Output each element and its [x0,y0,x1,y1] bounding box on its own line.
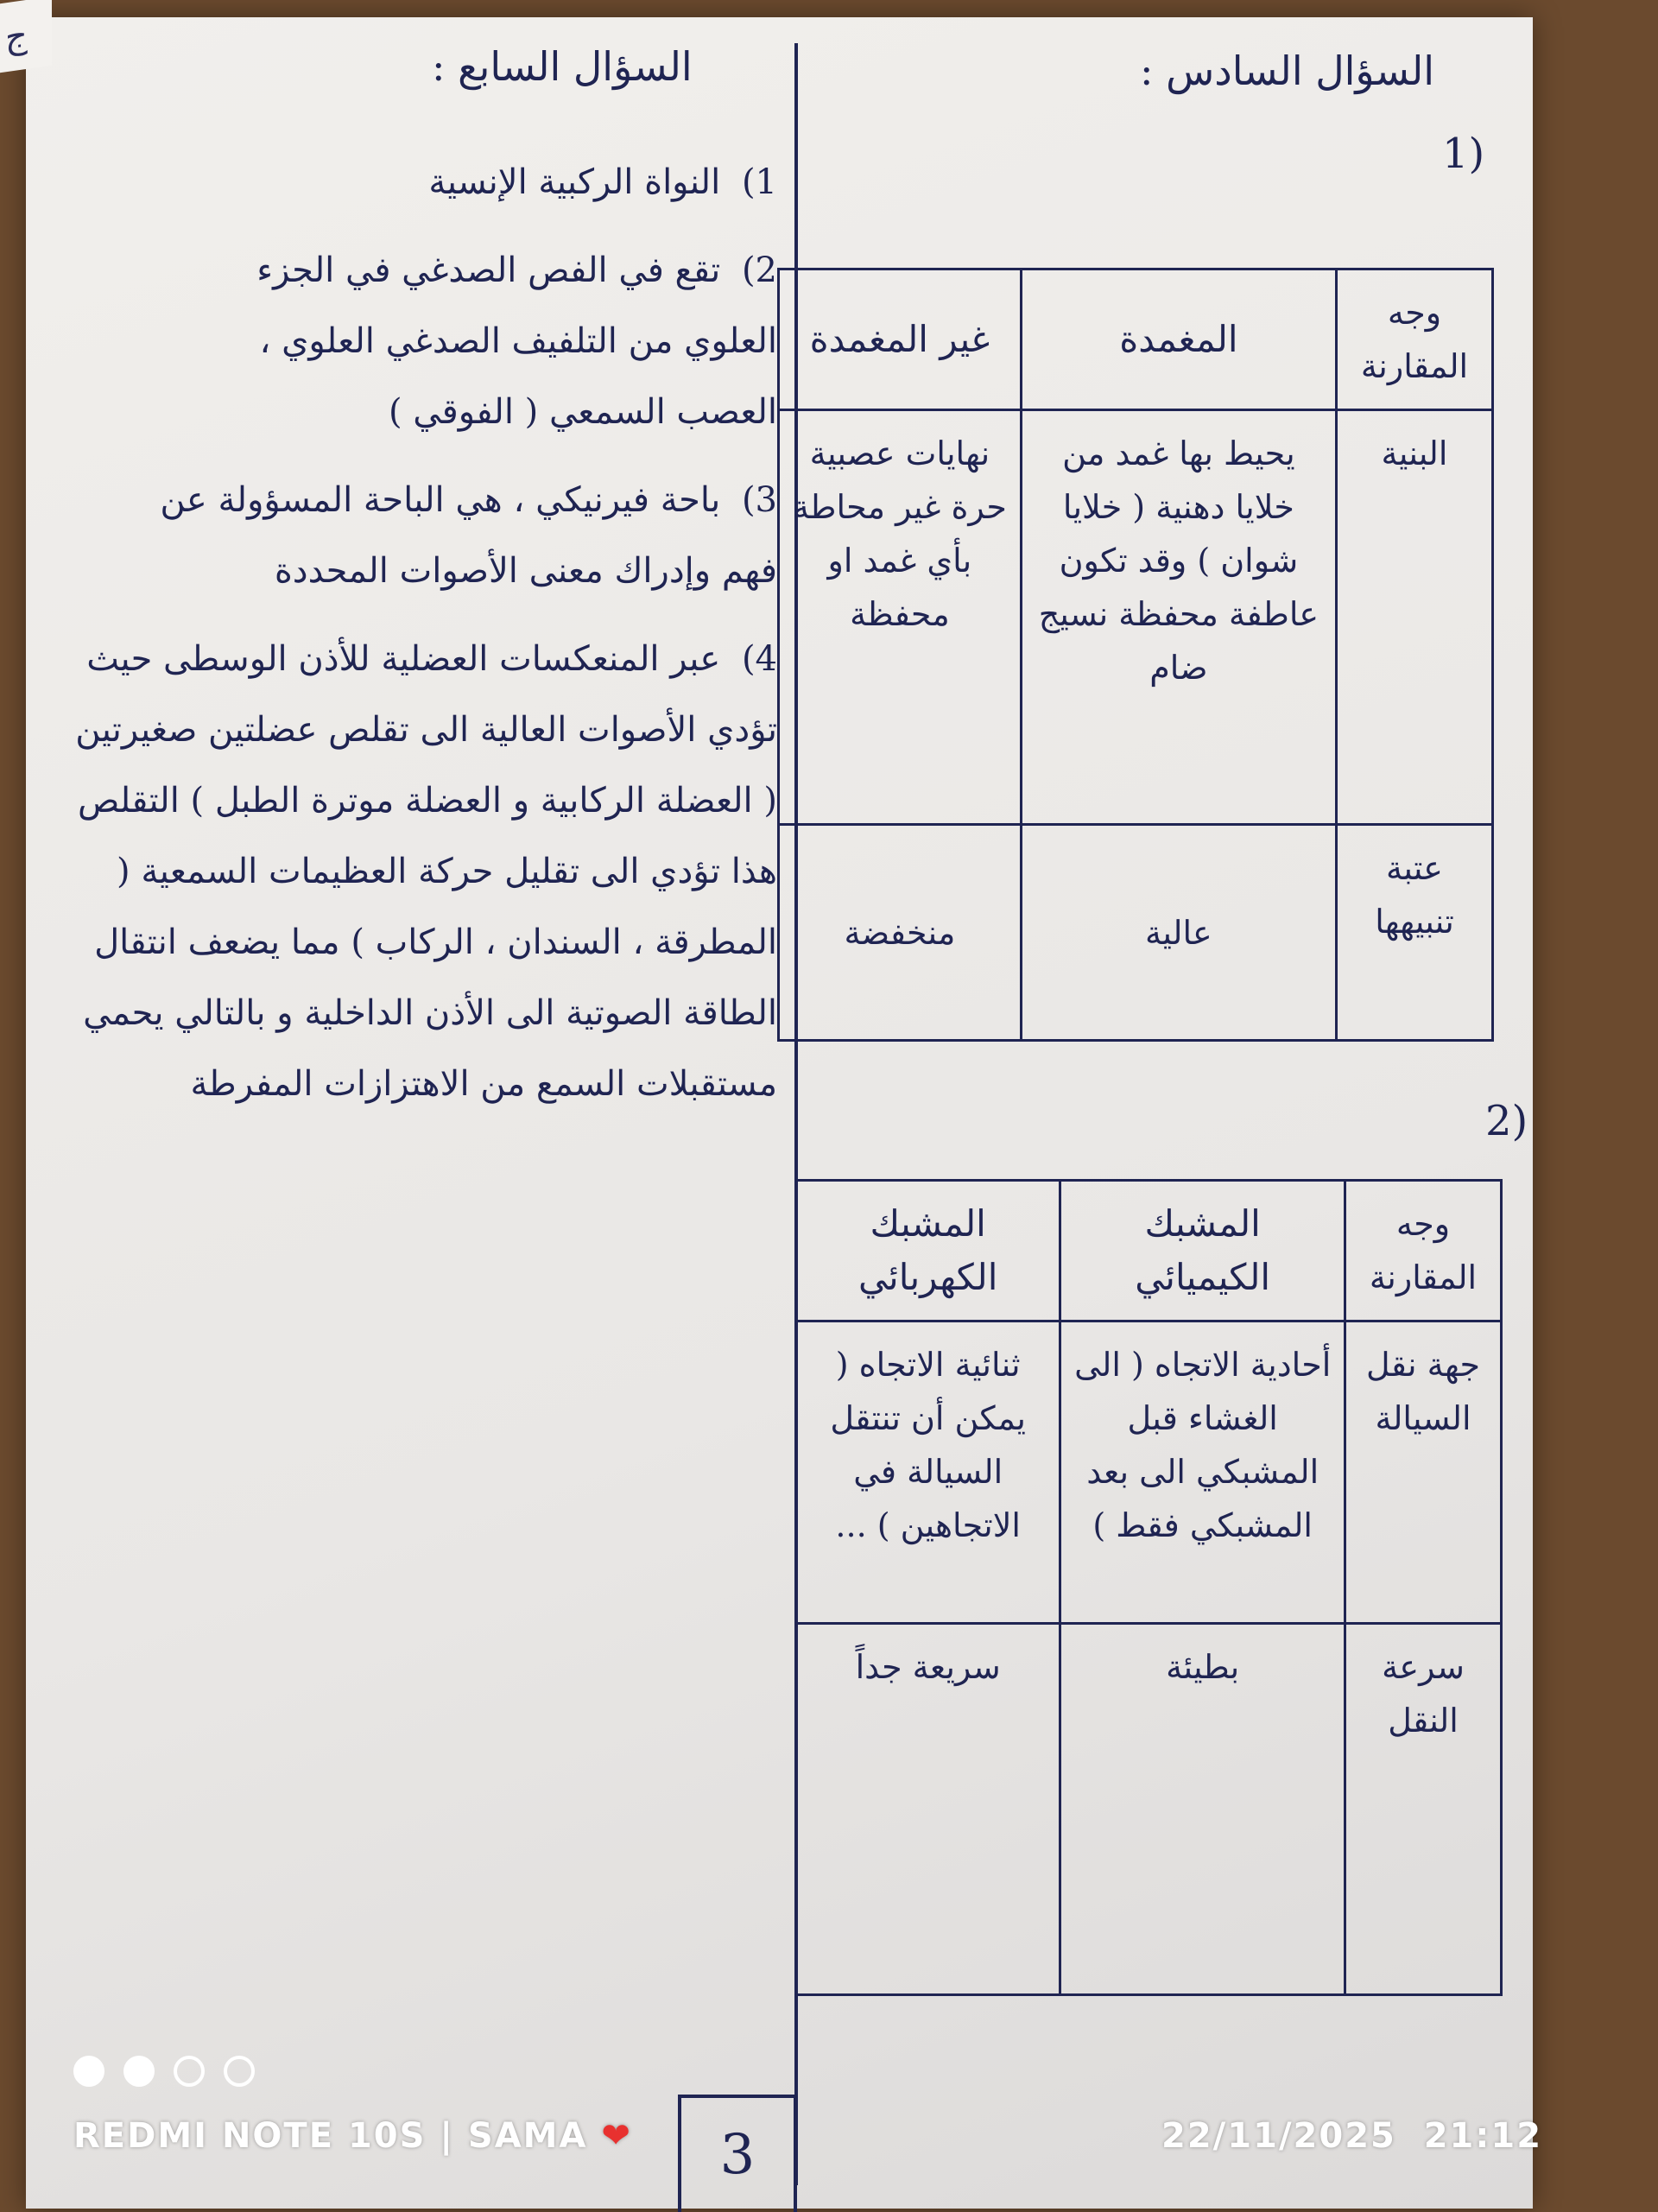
header-cell: وجه المقارنة [1345,1181,1502,1321]
corner-mark: ج [5,15,28,59]
corner-paper-scrap [0,0,52,73]
device-label [73,2116,632,2156]
dot-icon [73,2056,104,2087]
header-cell: وجه المقارنة [1337,269,1493,410]
paper-sheet [26,17,1533,2209]
table-cell: منخفضة [779,825,1022,1041]
answer-number: 1) [741,162,777,202]
answer-item [60,624,777,1119]
answer-number: 3) [741,480,777,520]
table-cell: يحيط بها غمد من خلايا دهنية ( خلايا شوان ) وقد تكون عاطفة محفظة نسيج ضام [1021,410,1336,825]
comparison-table-synapses [794,1179,1503,1996]
answer-item [320,147,777,218]
table-row [779,410,1493,825]
answer-text: النواة الركبية الإنسية [428,162,721,202]
part-2-label: 2) [1485,1097,1528,1145]
watermark-dots [73,2056,255,2087]
table-header-row [779,269,1493,410]
camera-watermark [0,2038,1658,2209]
table-cell: نهايات عصبية حرة غير محاطة بأي غمد او محفظة [779,410,1022,825]
table-row [796,1624,1502,1995]
table-row [796,1321,1502,1624]
answer-text: تقع في الفص الصدغي في الجزء العلوي من التلفيف الصدغي العلوي ، العصب السمعي ( الفوقي ) [256,250,777,432]
heart-icon: ❤ [601,2116,632,2156]
header-cell: المشبك الكهربائي [796,1181,1060,1321]
dot-icon [224,2056,255,2087]
header-cell: المشبك الكيميائي [1060,1181,1345,1321]
row-label: البنية [1337,410,1493,825]
answer-number: 4) [741,639,777,679]
page-number-box: 3 [678,2095,797,2212]
header-cell: غير المغمدة [779,269,1022,410]
question-7-answers [60,147,777,1137]
table-cell: عالية [1021,825,1336,1041]
table-row [779,825,1493,1041]
row-label: عتبة تنبيهها [1337,825,1493,1041]
row-label: جهة نقل السيالة [1345,1321,1502,1624]
table-header-row [796,1181,1502,1321]
question-6-heading: السؤال السادس : [1140,48,1435,94]
comparison-table-receptors [777,268,1494,1042]
datetime-label: 22/11/2025 21:12 [1161,2116,1543,2156]
answer-text: عبر المنعكسات العضلية للأذن الوسطى حيث تؤدي الأصوات العالية الى تقلص عضلتين صغيرتين ( العضلة الركابية و العضلة موترة الطبل ) التقلص هذا تؤدي الى تقليل حركة العظيمات السمعية ( المطرقة ، السندان ، الركاب ) مما يضعف انتقال الطاقة الصوتية الى الأذن الداخلية و بالتالي يحمي مستقبلات السمع من الاهتزازات المفرطة [75,639,777,1104]
device-text: REDMI NOTE 10S | SAMA [73,2116,588,2156]
table-cell: بطيئة [1060,1624,1345,1995]
table-cell: سريعة جداً [796,1624,1060,1995]
table-cell: أحادية الاتجاه ( الى الغشاء قبل المشبكي الى بعد المشبكي فقط ) [1060,1321,1345,1624]
header-cell: المغمدة [1021,269,1336,410]
dot-icon [174,2056,205,2087]
dot-icon [123,2056,155,2087]
table-cell: ثنائية الاتجاه ( يمكن أن تنتقل السيالة في الاتجاهين ) ... [796,1321,1060,1624]
row-label: سرعة النقل [1345,1624,1502,1995]
answer-item [138,465,777,606]
answer-text: باحة فيرنيكي ، هي الباحة المسؤولة عن فهم وإدراك معنى الأصوات المحددة [160,480,777,591]
question-7-heading: السؤال السابع : [432,43,693,90]
answer-number: 2) [741,250,777,290]
answer-item [173,235,777,447]
part-1-label: 1) [1442,130,1485,178]
